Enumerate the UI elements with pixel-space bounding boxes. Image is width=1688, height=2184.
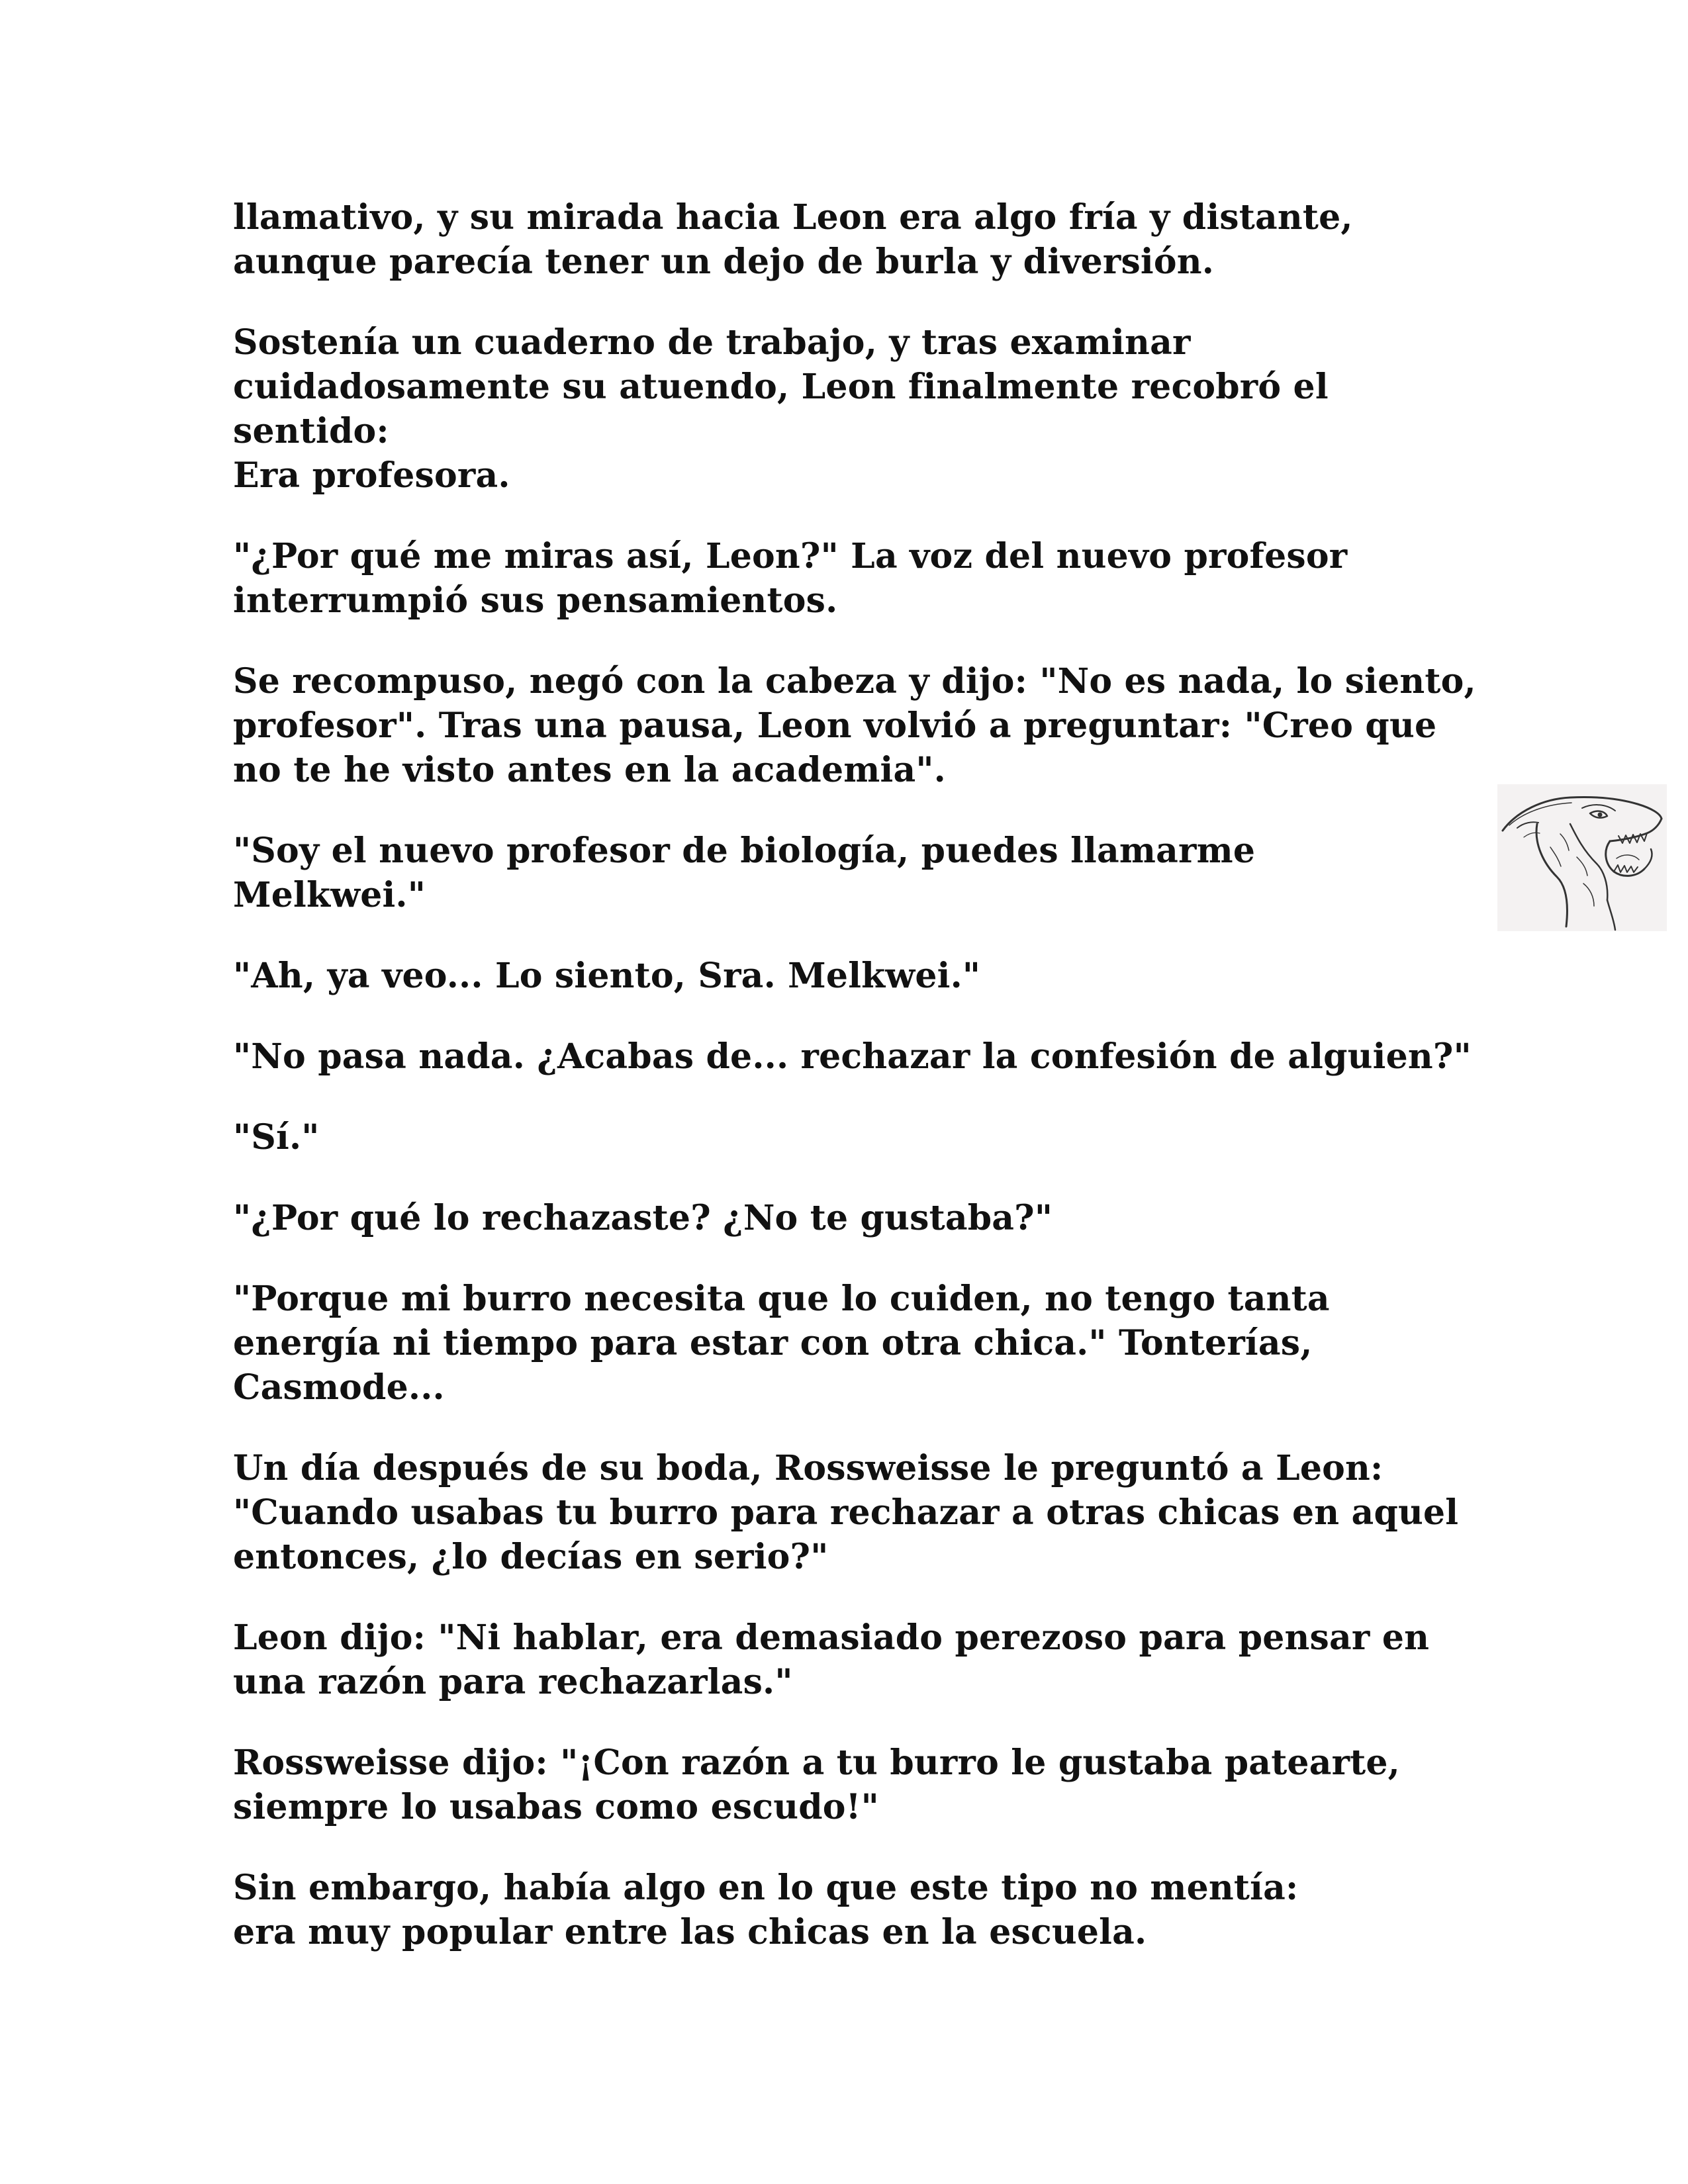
text-line: "No pasa nada. ¿Acabas de... rechazar la confesión de alguien?": [233, 1036, 1472, 1077]
paragraph: [233, 1741, 1491, 1829]
text-line: aunque parecía tener un dejo de burla y diversión.: [233, 242, 1215, 282]
text-line: "Cuando usabas tu burro para rechazar a otras chicas en aquel: [233, 1492, 1459, 1533]
text-line: Melkwei.": [233, 875, 426, 915]
paragraph: [233, 1866, 1491, 1954]
paragraph: [233, 1446, 1491, 1579]
text-line: interrumpió sus pensamientos.: [233, 580, 838, 621]
text-line: una razón para rechazarlas.": [233, 1662, 793, 1702]
text-line: "Ah, ya veo... Lo siento, Sra. Melkwei.": [233, 956, 981, 996]
paragraph: [233, 1115, 1491, 1160]
text-line: "¿Por qué me miras así, Leon?" La voz del nuevo profesor: [233, 536, 1348, 576]
text-line: Sostenía un cuaderno de trabajo, y tras examinar: [233, 322, 1191, 363]
paragraph: [233, 320, 1491, 498]
text-line: "Porque mi burro necesita que lo cuiden, no tengo tanta: [233, 1279, 1330, 1319]
paragraph: [233, 1196, 1491, 1240]
paragraph: [233, 534, 1491, 623]
text-line: "¿Por qué lo rechazaste? ¿No te gustaba?": [233, 1198, 1053, 1238]
text-line: sentido:: [233, 411, 389, 451]
paragraph: [233, 659, 1491, 792]
text-line: Se recompuso, negó con la cabeza y dijo: "No es nada, lo siento,: [233, 661, 1476, 702]
paragraph: [233, 1615, 1491, 1704]
story-text: [233, 195, 1491, 1991]
text-line: Rossweisse dijo: "¡Con razón a tu burro le gustaba patearte,: [233, 1743, 1400, 1783]
text-line: energía ni tiempo para estar con otra chica." Tonterías,: [233, 1323, 1313, 1363]
paragraph: [233, 1277, 1491, 1410]
paragraph: [233, 195, 1491, 284]
text-line: profesor". Tras una pausa, Leon volvió a preguntar: "Creo que: [233, 705, 1437, 746]
text-line: Sin embargo, había algo en lo que este tipo no mentía:: [233, 1868, 1299, 1908]
text-line: Casmode...: [233, 1367, 445, 1408]
paragraph: [233, 829, 1491, 917]
text-line: era muy popular entre las chicas en la escuela.: [233, 1912, 1147, 1952]
text-line: no te he visto antes en la academia".: [233, 750, 946, 790]
text-line: "Soy el nuevo profesor de biología, puedes llamarme: [233, 831, 1256, 871]
text-line: Leon dijo: "Ni hablar, era demasiado perezoso para pensar en: [233, 1617, 1430, 1658]
text-line: llamativo, y su mirada hacia Leon era algo fría y distante,: [233, 197, 1353, 238]
paragraph: [233, 1034, 1491, 1079]
text-line: Un día después de su boda, Rossweisse le preguntó a Leon:: [233, 1448, 1383, 1488]
text-line: "Sí.": [233, 1117, 320, 1158]
text-line: Era profesora.: [233, 455, 510, 496]
text-line: cuidadosamente su atuendo, Leon finalmente recobró el: [233, 367, 1329, 407]
paragraph: [233, 954, 1491, 998]
dinosaur-head-sketch-icon: [1497, 784, 1667, 931]
text-line: entonces, ¿lo decías en serio?": [233, 1537, 829, 1577]
text-line: siempre lo usabas como escudo!": [233, 1787, 879, 1827]
